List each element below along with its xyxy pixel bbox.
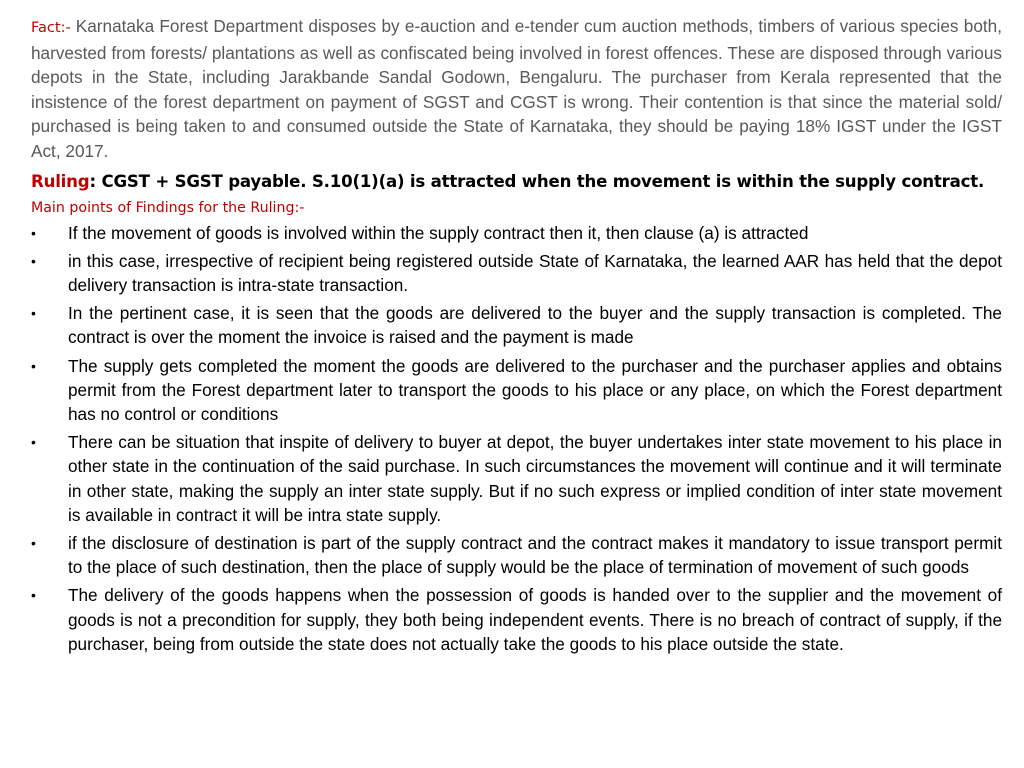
ruling-label: Ruling bbox=[31, 171, 90, 191]
finding-item bbox=[31, 430, 1002, 527]
finding-text: The delivery of the goods happens when the possession of goods is handed over to the supplier and the movement of goods is not a precondition for supply, they both being independent events. There is no breach of contract of supply, if the purchaser, being from outside the state does not actually take the goods to his place outside the state. bbox=[68, 585, 1002, 654]
bullet-icon: • bbox=[31, 434, 36, 451]
finding-item bbox=[31, 249, 1002, 297]
bullet-icon: • bbox=[31, 535, 36, 551]
finding-item bbox=[31, 354, 1002, 427]
fact-text: Karnataka Forest Department disposes by e-auction and e-tender cum auction methods, timbers of various species both, harvested from forests/ plantations as well as confiscated being involved in forest offences. These are disposed through various depots in the State, including Jarakbande Sandal Godown, Bengaluru. The purchaser from Kerala represented that the insistence of the forest department on payment of SGST and CGST is wrong. Their contention is that since the material sold/ purchased is being taken to and consumed outside the State of Karnataka, they should be paying 18% IGST under the IGST Act, 2017. bbox=[31, 16, 1002, 161]
bullet-icon: • bbox=[31, 305, 36, 322]
fact-separator: :- bbox=[60, 20, 76, 36]
finding-text: There can be situation that inspite of delivery to buyer at depot, the buyer undertakes inter state movement to his place in other state in the continuation of the said purchase. In such circumstances the movement will continue and it will terminate in other state, making the supply an inter state supply. But if no such express or implied condition of inter state movement is available in contract it will be intra state supply. bbox=[68, 432, 1002, 525]
finding-text: if the disclosure of destination is part of the supply contract and the contract makes it mandatory to issue transport permit to the place of such destination, then the place of supply would be the place of termination of movement of such goods bbox=[68, 533, 1002, 578]
fact-label: Fact bbox=[31, 20, 61, 36]
finding-item bbox=[31, 301, 1002, 349]
ruling-text: : CGST + SGST payable. S.10(1)(a) is attracted when the movement is within the supply contract. bbox=[89, 171, 985, 191]
finding-item bbox=[31, 583, 1002, 656]
finding-text: If the movement of goods is involved within the supply contract then it, then clause (a) is attracted bbox=[68, 222, 809, 243]
slide-content bbox=[31, 14, 1002, 660]
ruling-line bbox=[31, 170, 1002, 194]
finding-item bbox=[31, 221, 1002, 245]
fact-paragraph bbox=[31, 14, 1002, 164]
findings-heading: Main points of Findings for the Ruling:- bbox=[31, 199, 305, 216]
bullet-icon: • bbox=[31, 587, 36, 604]
finding-item bbox=[31, 531, 1002, 579]
bullet-icon: • bbox=[31, 224, 36, 241]
finding-text: in this case, irrespective of recipient being registered outside State of Karnataka, the learned AAR has held that the depot delivery transaction is intra-state transaction. bbox=[68, 250, 1002, 295]
finding-text: In the pertinent case, it is seen that the goods are delivered to the buyer and the supply transaction is completed. The contract is over the moment the invoice is raised and the payment is made bbox=[68, 303, 1002, 348]
finding-text: The supply gets completed the moment the goods are delivered to the purchaser and the purchaser applies and obtains permit from the Forest department later to transport the goods to his place or any place, on which the Forest department has no control or conditions bbox=[68, 355, 1002, 424]
bullet-icon: • bbox=[31, 357, 36, 374]
findings-list bbox=[31, 221, 1002, 656]
bullet-icon: • bbox=[31, 252, 36, 269]
